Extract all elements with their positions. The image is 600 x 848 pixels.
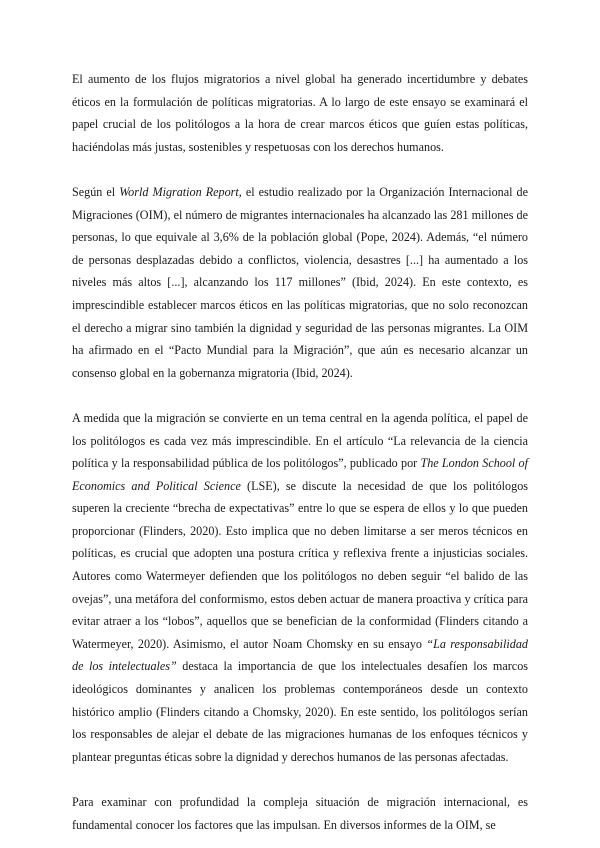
text-segment: El aumento de los flujos migratorios a nivel global ha generado incertidumbre y debates éticos en la formulación de políticas migratorias. A lo largo de este ensayo se examinará el papel crucial de los politólogos a la hora de crear marcos éticos que guíen estas políticas, haciéndolas más justas, sostenibles y respetuosas con los derechos humanos. — [72, 72, 528, 154]
italic-text-segment: The London School of Economics and Political Science — [72, 456, 528, 493]
paragraph-role-of-political-scientists — [72, 407, 528, 769]
text-segment: Según el — [72, 184, 120, 199]
paragraph-migration-statistics — [72, 181, 528, 384]
text-segment: A medida que la migración se convierte en un tema central en la agenda política, el papel de los politólogos es cada vez más imprescindible. En el artículo “La relevancia de la ciencia política y la responsabilidad pública de los politólogos”, publicado por — [72, 410, 528, 471]
text-segment: (LSE), se discute la necesidad de que los politólogos superen la creciente “brecha de expectativas” entre lo que se espera de ellos y lo que pueden proporcionar (Flinders, 2020). Esto implica que no deben limitarse a ser meros técnicos en políticas, es crucial que adopten una postura crítica y reflexiva frente a injusticias sociales. Autores como Watermeyer defienden que los politólogos no deben seguir “el balido de las ovejas”, una metáfora del conformismo, estos deben actuar de manera proactiva y crítica para evitar atraer a los “lobos”, aquellos que se benefician de la conformidad (Flinders citando a Watermeyer, 2020). Asimismo, el autor Noam Chomsky en su ensayo — [72, 478, 528, 651]
text-segment: , el estudio realizado por la Organización Internacional de Migraciones (OIM), el número de migrantes internacionales ha alcanzado las 281 millones de personas, lo que equivale al 3,6% de la población global (Pope, 2024). Además, “el número de personas desplazadas debido a conflictos, violencia, desastres [...] ha aumentado a los niveles más altos [...], alcanzando los 117 millones” (Ibid, 2024). En este contexto, es imprescindible establecer marcos éticos en las políticas migratorias, que no solo reconozcan el derecho a migrar sino también la dignidad y seguridad de las personas migrantes. La OIM ha afirmado en el “Pacto Mundial para la Migración”, que aún es necesario alcanzar un consenso global en la gobernanza migratoria (Ibid, 2024). — [72, 184, 529, 380]
italic-text-segment: World Migration Report — [119, 184, 239, 199]
italic-text-segment: “La responsabilidad de los intelectuales” — [72, 636, 529, 674]
text-segment: destaca la importancia de que los intelectuales desafíen los marcos ideológicos dominantes y analicen los problemas contemporáneos desde un contexto histórico amplio (Flinders citando a Chomsky, 2020). En este sentido, los politólogos serían los responsables de alejar el debate de las migraciones humanas de los enfoques técnicos y plantear preguntas éticas sobre la dignidad y derechos humanos de las personas afectadas. — [72, 659, 528, 764]
text-segment: Para examinar con profundidad la compleja situación de migración internacional, es fundamental conocer los factores que las impulsan. En diversos informes de la OIM, se — [72, 795, 528, 832]
paragraph-migration-factors — [72, 791, 528, 836]
paragraph-intro — [72, 68, 528, 158]
